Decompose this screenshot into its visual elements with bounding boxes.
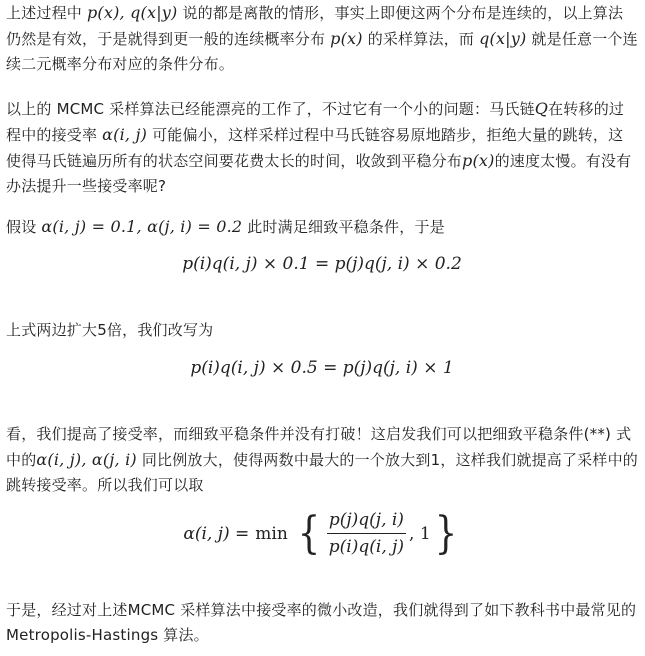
- math-inline: p(x): [462, 151, 495, 170]
- text: 说的都是离散的情形，事实上即便这两个分布是连续的，以上算法仍然是有效，于是就得到更一般的连续概率分布: [6, 4, 624, 48]
- text: 可能偏小，这样采样过程中马氏链容易原地踏步，拒绝大量的跳转，这使得马氏链遍历所有的状态空间要花费太长的时间，收敛到平稳分布: [6, 126, 624, 170]
- equation-detailed-balance-2: p(i)q(i, j) × 0.5 = p(j)q(j, i) × 1: [190, 358, 454, 378]
- text: 在转移的过程中的接受率: [6, 100, 625, 144]
- min-function: min: [255, 523, 288, 544]
- paragraph-continuous-case: [6, 0, 638, 77]
- fraction-numerator: p(j)q(j, i): [327, 510, 406, 534]
- math-inline: q(x|y): [479, 29, 527, 48]
- text: 于是，经过对上述MCMC 采样算法中接受率的微小改造，我们就得到了如下教科书中最常见的 Metropolis-Hastings 算法。: [6, 601, 637, 644]
- paragraph-acceptance-problem: [6, 96, 638, 199]
- paragraph-scale: [6, 318, 213, 343]
- text: 同比例放大，使得两数中最大的一个放大到1，这样我们就提高了采样中的跳转接受率。所以我们可以取: [6, 451, 638, 494]
- text: 上式两边扩大5倍，我们改写为: [6, 321, 214, 339]
- text: 以上的 MCMC 采样算法已经能漂亮的工作了，不过它有一个小的问题：马氏链: [6, 100, 535, 118]
- math-inline: p(x), q(x|y): [86, 3, 178, 22]
- text: 此时满足细致平稳条件，于是: [242, 218, 445, 236]
- equation-tail: , 1: [409, 523, 431, 544]
- equation-row: [183, 507, 460, 559]
- text: 就是任意一个连续二元概率分布对应的条件分布。: [6, 30, 638, 73]
- math-inline: α(i, j): [102, 125, 148, 144]
- math-inline: α(i, j) = 0.1, α(j, i) = 0.2: [41, 217, 243, 236]
- fraction-denominator: p(i)q(i, j): [328, 537, 405, 557]
- paragraph-insight: [6, 422, 638, 498]
- math-inline: Q: [534, 99, 549, 118]
- fraction: [327, 510, 406, 557]
- equation-acceptance-rate: [6, 507, 638, 559]
- right-brace: }: [434, 507, 457, 559]
- text: 假设: [6, 218, 42, 236]
- text: 看，我们提高了接受率，而细致平稳条件并没有打破！这启发我们可以把细致平稳条件(**) 式中的: [6, 425, 632, 469]
- equation-lhs: α(i, j) =: [183, 523, 250, 544]
- text: 上述过程中: [6, 4, 87, 22]
- math-inline: p(x): [330, 29, 363, 48]
- text: 的采样算法，而: [362, 30, 480, 48]
- equation-detailed-balance-1: p(i)q(i, j) × 0.1 = p(j)q(j, i) × 0.2: [182, 254, 462, 274]
- paragraph-conclusion: [6, 598, 638, 648]
- left-brace: {: [297, 507, 320, 559]
- paragraph-assumption: [6, 214, 445, 240]
- text: 的速度太慢。有没有办法提升一些接受率呢?: [6, 152, 632, 195]
- math-inline: α(i, j), α(j, i): [36, 450, 137, 469]
